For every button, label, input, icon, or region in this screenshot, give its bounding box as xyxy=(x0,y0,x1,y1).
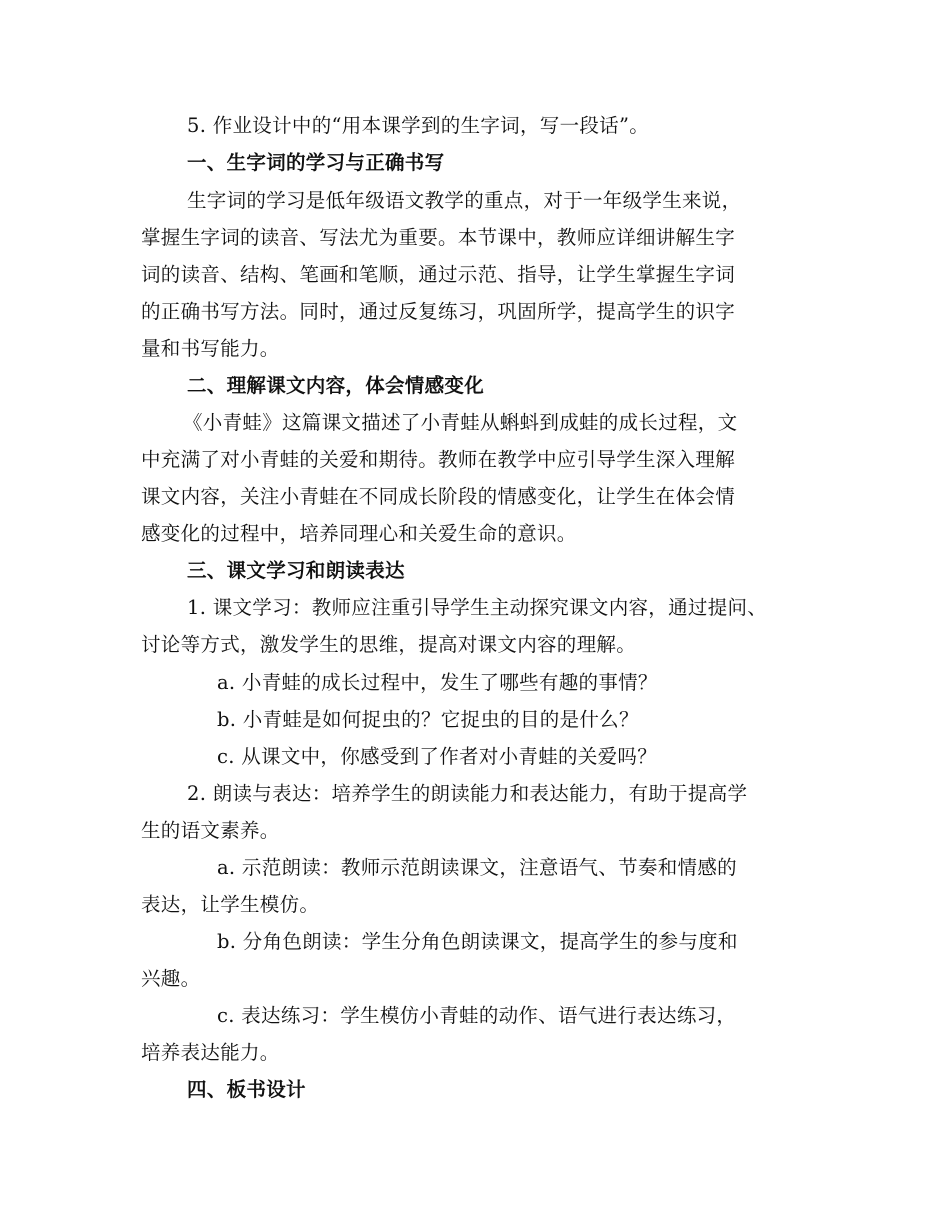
reading-c-line: c. 表达练习：学生模仿小青蛙的动作、语气进行表达练习， xyxy=(217,1004,737,1027)
reading-b-line: 兴趣。 xyxy=(141,967,201,990)
question-b: b. 小青蛙是如何捉虫的？它捉虫的目的是什么？ xyxy=(217,708,639,731)
section-3-p1-line: 1. 课文学习：教师应注重引导学生主动探究课文内容，通过提问、 xyxy=(187,596,768,619)
question-c: c. 从课文中，你感受到了作者对小青蛙的关爱吗？ xyxy=(217,745,658,768)
section-3-p2-line: 2. 朗读与表达：培养学生的朗读能力和表达能力，有助于提高学 xyxy=(187,782,748,805)
section-2-heading: 二、理解课文内容，体会情感变化 xyxy=(187,374,485,397)
section-3-p2-line: 生的语文素养。 xyxy=(141,819,280,842)
item-5: 5. 作业设计中的“用本课学到的生字词，写一段话”。 xyxy=(187,114,650,137)
section-3-heading: 三、课文学习和朗读表达 xyxy=(187,559,405,582)
section-3-p1-line: 讨论等方式，激发学生的思维，提高对课文内容的理解。 xyxy=(141,633,637,656)
section-1-line: 量和书写能力。 xyxy=(141,337,280,360)
reading-b-line: b. 分角色朗读：学生分角色朗读课文，提高学生的参与度和 xyxy=(217,930,738,953)
reading-a-line: 表达，让学生模仿。 xyxy=(141,893,320,916)
section-4-heading: 四、板书设计 xyxy=(187,1078,306,1101)
section-2-line: 中充满了对小青蛙的关爱和期待。教师在教学中应引导学生深入理解 xyxy=(141,448,736,471)
section-2-line: 感变化的过程中，培养同理心和关爱生命的意识。 xyxy=(141,522,577,545)
section-1-line: 生字词的学习是低年级语文教学的重点，对于一年级学生来说， xyxy=(187,189,742,212)
section-1-heading: 一、生字词的学习与正确书写 xyxy=(187,151,445,174)
reading-c-line: 培养表达能力。 xyxy=(141,1041,280,1064)
section-1-line: 词的读音、结构、笔画和笔顺，通过示范、指导，让学生掌握生字词 xyxy=(141,263,736,286)
section-1-line: 的正确书写方法。同时，通过反复练习，巩固所学，提高学生的识字 xyxy=(141,300,736,323)
section-2-line: 《小青蛙》这篇课文描述了小青蛙从蝌蚪到成蛙的成长过程，文 xyxy=(183,411,738,434)
section-1-line: 掌握生字词的读音、写法尤为重要。本节课中，教师应详细讲解生字 xyxy=(141,226,736,249)
reading-a-line: a. 示范朗读：教师示范朗读课文，注意语气、节奏和情感的 xyxy=(217,856,737,879)
question-a: a. 小青蛙的成长过程中，发生了哪些有趣的事情？ xyxy=(217,671,658,694)
section-2-line: 课文内容，关注小青蛙在不同成长阶段的情感变化，让学生在体会情 xyxy=(141,485,736,508)
